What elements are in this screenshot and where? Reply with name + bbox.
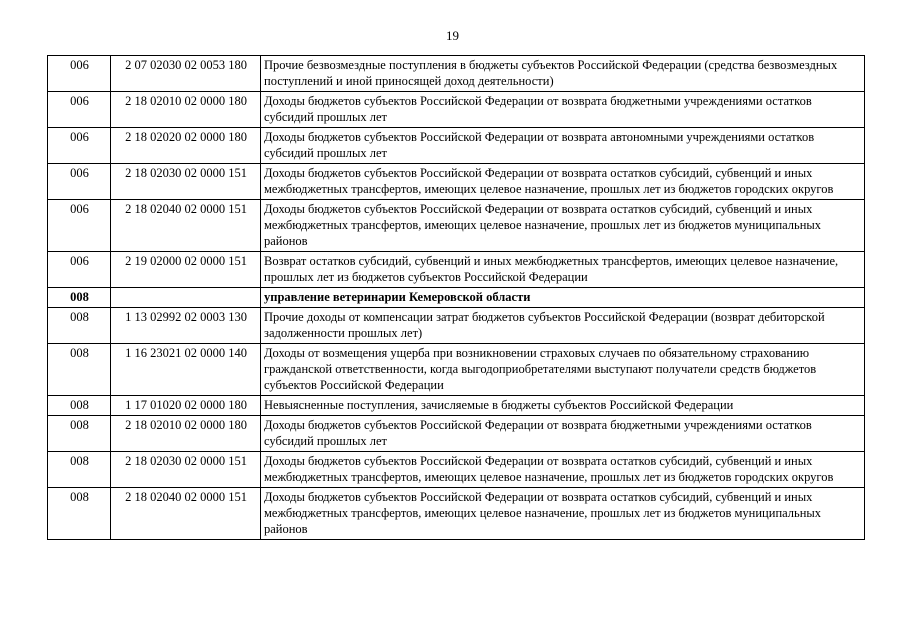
revenue-name-cell: управление ветеринарии Кемеровской области xyxy=(261,288,865,308)
table-row xyxy=(48,56,865,92)
budget-code-cell: 2 18 02020 02 0000 180 xyxy=(111,128,261,164)
revenue-name-cell: Доходы бюджетов субъектов Российской Федерации от возврата остатков субсидий, субвенций и иных межбюджетных трансфертов, имеющих целевое назначение, прошлых лет из бюджетов муниципальных районов xyxy=(261,488,865,540)
budget-code-cell: 1 17 01020 02 0000 180 xyxy=(111,396,261,416)
budget-code-cell: 2 18 02030 02 0000 151 xyxy=(111,452,261,488)
budget-code-cell: 1 13 02992 02 0003 130 xyxy=(111,308,261,344)
revenue-name-cell: Доходы от возмещения ущерба при возникновении страховых случаев по обязательному страхованию гражданской ответственности, когда выгодоприобретателями выступают получатели средств бюджетов субъектов Российской Федерации xyxy=(261,344,865,396)
admin-code-cell: 008 xyxy=(48,416,111,452)
revenue-name-cell: Доходы бюджетов субъектов Российской Федерации от возврата автономными учреждениями остатков субсидий прошлых лет xyxy=(261,128,865,164)
budget-code-cell: 2 18 02040 02 0000 151 xyxy=(111,200,261,252)
admin-code-cell: 008 xyxy=(48,488,111,540)
admin-code-cell: 008 xyxy=(48,396,111,416)
table-row xyxy=(48,396,865,416)
table-row xyxy=(48,452,865,488)
table-row xyxy=(48,164,865,200)
revenue-name-cell: Невыясненные поступления, зачисляемые в бюджеты субъектов Российской Федерации xyxy=(261,396,865,416)
budget-code-cell xyxy=(111,288,261,308)
table-row xyxy=(48,344,865,396)
admin-code-cell: 008 xyxy=(48,344,111,396)
table-row xyxy=(48,128,865,164)
revenue-name-cell: Доходы бюджетов субъектов Российской Федерации от возврата остатков субсидий, субвенций и иных межбюджетных трансфертов, имеющих целевое назначение, прошлых лет из бюджетов муниципальных районов xyxy=(261,200,865,252)
budget-revenue-table xyxy=(47,55,865,540)
revenue-name-cell: Доходы бюджетов субъектов Российской Федерации от возврата остатков субсидий, субвенций и иных межбюджетных трансфертов, имеющих целевое назначение, прошлых лет из бюджетов городских округов xyxy=(261,452,865,488)
budget-code-cell: 2 19 02000 02 0000 151 xyxy=(111,252,261,288)
table-row xyxy=(48,200,865,252)
budget-code-cell: 2 18 02030 02 0000 151 xyxy=(111,164,261,200)
admin-code-cell: 008 xyxy=(48,288,111,308)
table-row xyxy=(48,416,865,452)
budget-code-cell: 2 18 02010 02 0000 180 xyxy=(111,92,261,128)
budget-code-cell: 2 18 02040 02 0000 151 xyxy=(111,488,261,540)
budget-code-cell: 2 07 02030 02 0053 180 xyxy=(111,56,261,92)
budget-code-cell: 2 18 02010 02 0000 180 xyxy=(111,416,261,452)
admin-code-cell: 008 xyxy=(48,308,111,344)
admin-code-cell: 006 xyxy=(48,200,111,252)
revenue-name-cell: Доходы бюджетов субъектов Российской Федерации от возврата остатков субсидий, субвенций и иных межбюджетных трансфертов, имеющих целевое назначение, прошлых лет из бюджетов городских округов xyxy=(261,164,865,200)
admin-code-cell: 006 xyxy=(48,252,111,288)
revenue-name-cell: Прочие доходы от компенсации затрат бюджетов субъектов Российской Федерации (возврат дебиторской задолженности прошлых лет) xyxy=(261,308,865,344)
admin-code-cell: 006 xyxy=(48,92,111,128)
table-row xyxy=(48,308,865,344)
budget-code-cell: 1 16 23021 02 0000 140 xyxy=(111,344,261,396)
revenue-name-cell: Прочие безвозмездные поступления в бюджеты субъектов Российской Федерации (средства безвозмездных поступлений и иной приносящей доход деятельности) xyxy=(261,56,865,92)
revenue-name-cell: Возврат остатков субсидий, субвенций и иных межбюджетных трансфертов, имеющих целевое назначение, прошлых лет из бюджетов субъектов Российской Федерации xyxy=(261,252,865,288)
table-body xyxy=(48,56,865,540)
admin-code-cell: 006 xyxy=(48,56,111,92)
page-number: 19 xyxy=(446,28,459,43)
table-row xyxy=(48,92,865,128)
admin-code-cell: 008 xyxy=(48,452,111,488)
section-header-row xyxy=(48,288,865,308)
admin-code-cell: 006 xyxy=(48,128,111,164)
revenue-name-cell: Доходы бюджетов субъектов Российской Федерации от возврата бюджетными учреждениями остатков субсидий прошлых лет xyxy=(261,416,865,452)
revenue-name-cell: Доходы бюджетов субъектов Российской Федерации от возврата бюджетными учреждениями остатков субсидий прошлых лет xyxy=(261,92,865,128)
admin-code-cell: 006 xyxy=(48,164,111,200)
table-row xyxy=(48,252,865,288)
table-row xyxy=(48,488,865,540)
